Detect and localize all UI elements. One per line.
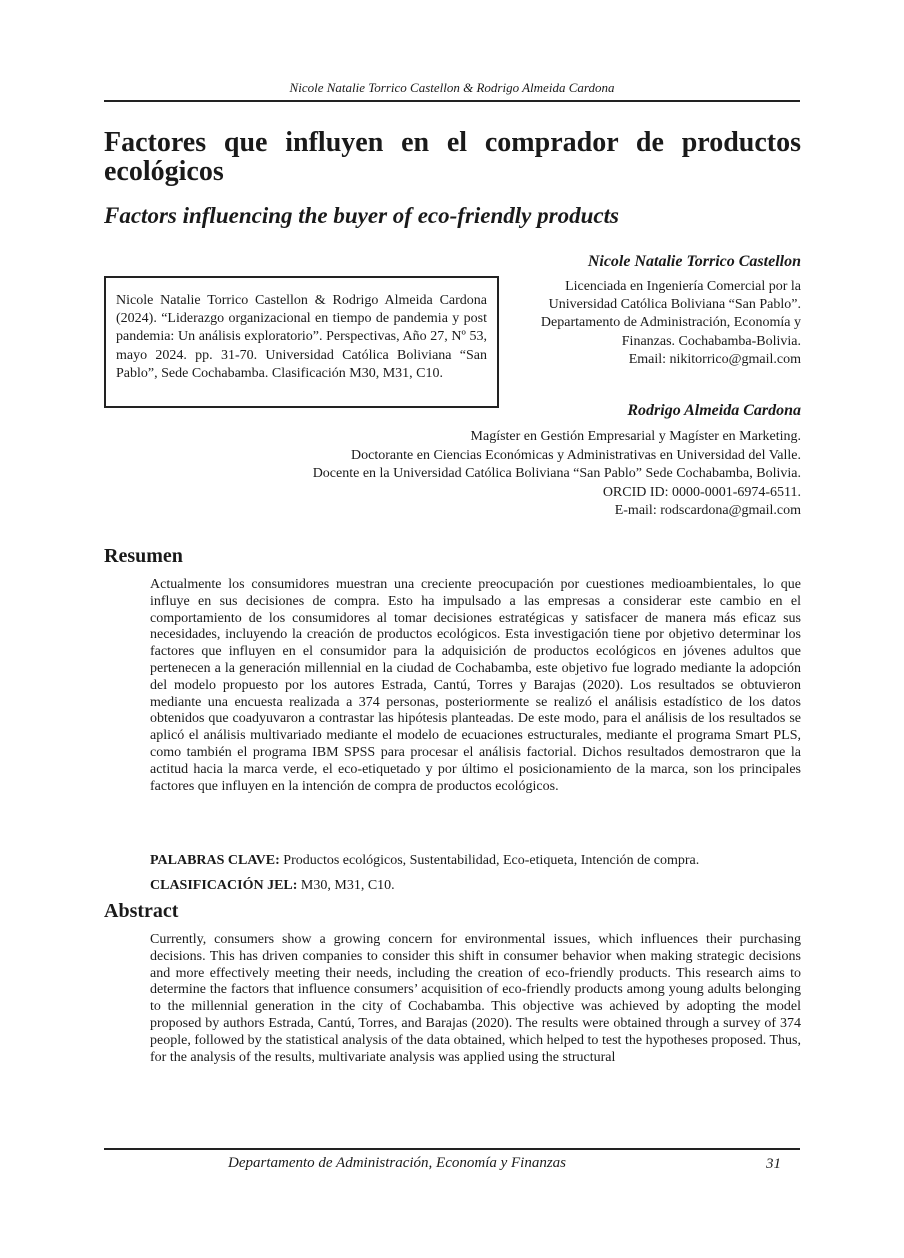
footer-department: Departamento de Administración, Economía y Finanzas bbox=[228, 1155, 567, 1171]
keywords-value: Productos ecológicos, Sustentabilidad, Eco-etiqueta, Intención de compra. bbox=[279, 853, 700, 868]
author1-affiliation-block bbox=[511, 278, 801, 369]
author2-name: Rodrigo Almeida Cardona bbox=[627, 402, 801, 419]
author2-degree: Magíster en Gestión Empresarial y Magíster en Marketing. bbox=[470, 429, 801, 444]
author2-email: E-mail: rodscardona@gmail.com bbox=[614, 503, 801, 519]
abstract-heading: Abstract bbox=[104, 900, 179, 922]
resumen-heading: Resumen bbox=[104, 545, 183, 567]
footer-rule bbox=[104, 1148, 800, 1150]
running-header: Nicole Natalie Torrico Castellon & Rodrigo Almeida Cardona bbox=[289, 80, 615, 95]
keywords-line bbox=[150, 852, 801, 869]
jel-value: M30, M31, C10. bbox=[297, 878, 395, 893]
author1-affiliation: Licenciada en Ingeniería Comercial por la Universidad Católica Boliviana “San Pablo”. Departamento de Administración, Economía y Finanzas. Cochabamba-Bolivia. bbox=[540, 279, 801, 349]
author1-name: Nicole Natalie Torrico Castellon bbox=[587, 253, 801, 270]
article-subtitle: Factors influencing the buyer of eco-friendly products bbox=[104, 203, 619, 228]
author1-email: Email: nikitorrico@gmail.com bbox=[628, 351, 801, 367]
page-number: 31 bbox=[766, 1156, 781, 1172]
author2-orcid: ORCID ID: 0000-0001-6974-6511. bbox=[602, 484, 801, 500]
jel-label: CLASIFICACIÓN JEL: bbox=[150, 878, 298, 893]
keywords-label: PALABRAS CLAVE: bbox=[150, 853, 280, 868]
abstract-body: Currently, consumers show a growing concern for environmental issues, which influences their purchasing decisions. This has driven companies to consider this shift in consumer behavior when making strategic decisions and more effectively meeting their needs, including the creation of eco-friendly products. This research aims to determine the factors that influence consumers’ acquisition of eco-friendly products among young adults belonging to the millennial generation in the city of Cochabamba. This objective was achieved by adopting the model proposed by authors Estrada, Cantú, Torres, and Barajas (2020). The results were obtained through a survey of 374 people, followed by the statistical analysis of the data obtained, which helped to test the hypotheses proposed. Thus, for the analysis of the results, multivariate analysis was applied using the structural bbox=[150, 932, 801, 1065]
resumen-body: Actualmente los consumidores muestran una creciente preocupación por cuestiones medioambientales, lo que influye en sus decisiones de compra. Esto ha impulsado a las empresas a considerar este cambio en el comportamiento de los consumidores al tomar decisiones estratégicas y satisfacer de manera más eficaz sus necesidades, incluyendo la creación de productos ecológicos. Esta investigación tiene por objetivo determinar los factores que influyen en el consumidor para la adquisición de productos ecológicos en jóvenes adultos que pertenecen a la generación millennial en la ciudad de Cochabamba, este objetivo fue logrado mediante la adopción del modelo propuesto por los autores Estrada, Cantú, Torres y Barajas (2020). Los resultados se obtuvieron mediante una encuesta realizada a 374 personas, posteriormente se realizó el análisis estadístico de los datos obtenidos que coadyuvaron a contrastar las hipótesis planteadas. De este modo, para el análisis de los resultados se aplicó el análisis multivariado mediante el modelo de ecuaciones estructurales, mediante el programa Smart PLS, como también el programa IBM SPSS para procesar el análisis factorial. Dichos resultados demostraron que la actitud hacia la marca verde, el eco-etiquetado y por último el posicionamiento de la marca, son los principales factores que influyen en la intención de compra de productos ecológicos. bbox=[150, 577, 801, 794]
author2-doctorate: Doctorante en Ciencias Económicas y Administrativas en Universidad del Valle. bbox=[351, 447, 801, 463]
article-title: Factores que influyen en el comprador de productos ecológicos bbox=[104, 127, 801, 187]
author2-position: Docente en la Universidad Católica Boliviana “San Pablo” Sede Cochabamba, Bolivia. bbox=[312, 466, 801, 482]
citation-box: Nicole Natalie Torrico Castellon & Rodrigo Almeida Cardona (2024). “Liderazgo organizacional en tiempo de pandemia y post pandemia: Un análisis exploratorio”. Perspectivas, Año 27, Nº 53, mayo 2024. pp. 31-70. Universidad Católica Boliviana “San Pablo”, Sede Cochabamba. Clasificación M30, M31, C10. bbox=[104, 276, 499, 408]
header-rule bbox=[104, 100, 800, 102]
jel-line bbox=[150, 877, 801, 894]
author2-affiliation-block bbox=[181, 428, 801, 521]
